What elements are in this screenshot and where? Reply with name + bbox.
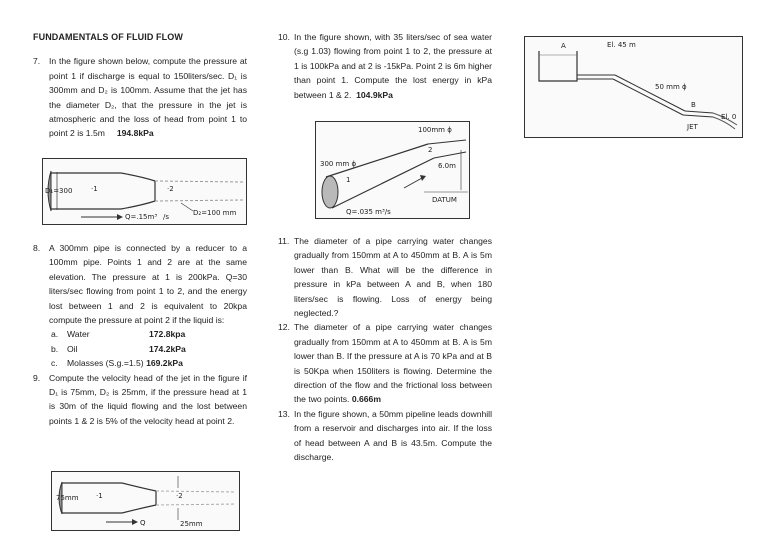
elevation-b-label: El. 0 [721, 113, 737, 121]
nozzle-diagram [52, 472, 239, 530]
column-left-lower [33, 241, 247, 428]
point-1-label: 1 [346, 176, 351, 184]
d1-label: 75mm [56, 494, 79, 502]
problem-answer: 0.666m [351, 394, 381, 405]
problem-answer: 194.8kPa [116, 128, 154, 139]
column-middle [278, 30, 492, 102]
problem-answer: 104.9kPa [356, 89, 393, 100]
problem-text: In the figure shown, with 35 liters/sec of sea water (s.g 1.03) flowing from point 1 to 2, the pressure at 1 is 100kPa and at 2 is -15kPa. Point 2 is 6m higher than point 1. Compute the lost energy in kPa between 1 & 2. [294, 32, 492, 100]
problem-11 [278, 234, 492, 320]
flow-rate-label: Q=.035 m³/s [346, 208, 391, 216]
point-2-label: ·2 [167, 185, 174, 193]
diameter-label: 50 mm ϕ [655, 83, 687, 91]
datum-label: DATUM [432, 196, 457, 204]
problem-7 [33, 54, 247, 140]
figure-problem-9 [51, 471, 240, 531]
problem-number: 9. [33, 372, 41, 383]
point-a-label: A [561, 42, 566, 50]
problem-text: The diameter of a pipe carrying water changes gradually from 150mm at A to 450mm at B. A is 5m lower than B. If the pressure at A is 70 kPa and at B is 50Kpa when 150liters is flowing. Determine the direction of the flow and the frictional loss between the two points. [294, 322, 492, 405]
elevation-a-label: El. 45 m [607, 41, 636, 49]
problem-number: 8. [33, 243, 41, 253]
flow-rate-label: Q [140, 519, 146, 527]
nozzle-diagram [43, 159, 246, 224]
point-1-label: ·1 [96, 492, 103, 500]
jet-label: JET [687, 123, 698, 131]
problem-8 [33, 241, 247, 327]
problem-number: 11. [278, 236, 290, 246]
d2-label: 100mm ϕ [418, 126, 452, 134]
pipeline-diagram [525, 37, 742, 137]
page-title: FUNDAMENTALS OF FLUID FLOW [33, 32, 183, 42]
figure-problem-7 [42, 158, 247, 225]
height-label: 6.0m [438, 162, 456, 170]
problem-9 [33, 371, 247, 429]
point-2-label: 2 [428, 146, 433, 154]
problem-text: In the figure shown, a 50mm pipeline leads downhill from a reservoir and discharges into air. If the loss of head between A and B is 43.5m. Compute the discharge. [294, 408, 492, 463]
problem-number: 13. [278, 408, 290, 419]
d1-label: 300 mm ϕ [320, 160, 357, 168]
d2-label: 25mm [180, 520, 203, 528]
point-2-label: ·2 [176, 492, 183, 500]
figure-problem-13 [524, 36, 743, 138]
point-b-label: B [691, 101, 696, 109]
d2-label: D₂=100 mm [193, 209, 237, 217]
column-middle-lower [278, 234, 492, 465]
problem-text: A 300mm pipe is connected by a reducer to a 100mm pipe. Points 1 and 2 are at the same elevation. The pressure at 1 is 200kPa. Q=30 liters/sec flowing from point 1 to 2, and the energy lost between 1 and 2 is equivalent to 20kpa compute the pressure at point 2 if the liquid is: [49, 243, 247, 326]
problem-number: 10. [278, 32, 290, 42]
flow-rate-label: Q=.15m³ [125, 213, 158, 221]
flow-rate-unit: /s [163, 213, 170, 221]
sub-item-c: c. Molasses (S.g.=1.5) 169.2kPa [51, 358, 183, 369]
sub-item-b: b. Oil 174.2kPa [51, 343, 186, 354]
problem-number: 12. [278, 322, 290, 333]
problem-12 [278, 320, 492, 406]
problem-13 [278, 407, 492, 465]
d1-label: D₁=300 [45, 187, 73, 195]
figure-problem-10 [315, 121, 470, 219]
column-left [33, 30, 247, 141]
problem-10 [278, 30, 492, 102]
point-1-label: ·1 [91, 185, 98, 193]
problem-text: In the figure shown below, compute the pressure at point 1 if discharge is equal to 150liters/sec. D₁ is 300mm and D₂ is 100mm. Assume that the jet has the diameter D₂, that the pressure in the jet is atmospheric and the loss of head from point 1 to point 2 is 1.5m [49, 56, 247, 139]
reducer-pipe-diagram [316, 122, 469, 218]
problem-text: Compute the velocity head of the jet in the figure if D₁ is 75mm, D₂ is 25mm, if the pressure head at 1 is 30m of the liquid flowing and the lost between points 1 & 2 is 5% of the velocity head at point 2. [49, 372, 247, 426]
problem-text: The diameter of a pipe carrying water changes gradually from 150mm at A to 450mm at B. A is 5m lower than B. What will be the difference in pressure in kPa between A and B, when 180 liters/sec is flowing. Loss of energy being neglected.? [294, 236, 492, 319]
sub-item-a: a. Water 172.8kpa [51, 329, 186, 340]
problem-number: 7. [33, 56, 41, 67]
